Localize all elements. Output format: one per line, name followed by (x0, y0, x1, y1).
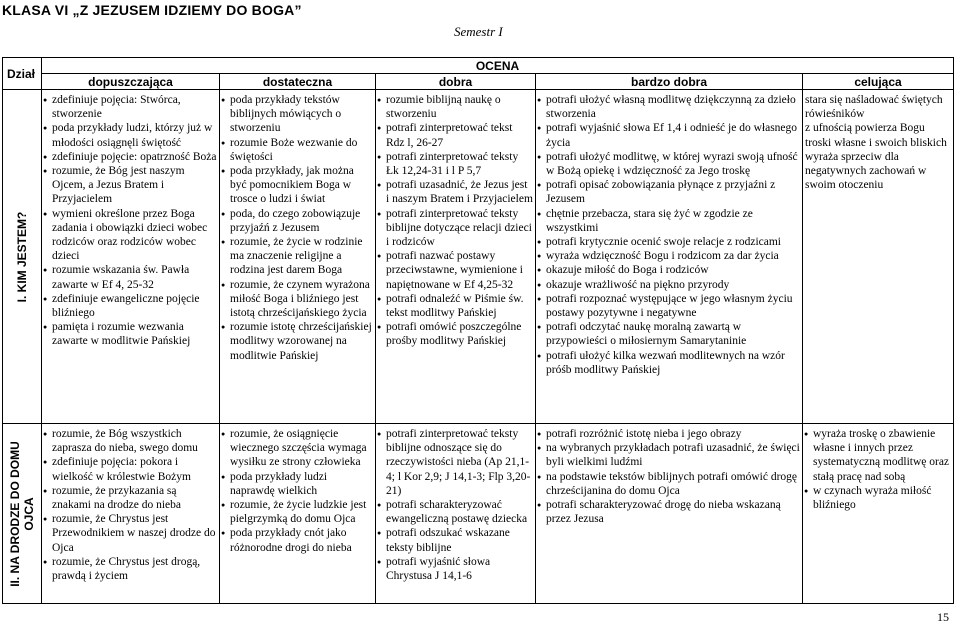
list-item: ● zdefiniuje pojęcia: pokora i wielkość w królestwie Bożym (42, 455, 217, 483)
grade-header-dopuszczajaca: dopuszczająca (42, 74, 220, 90)
list-item: ● potrafi zinterpretować teksty biblijne odnoszące się do rzeczywistości nieba (Ap 21,1-4; l Kor 2,9; J 14,1-3; Flp 3,20-21) (376, 427, 533, 498)
list-item: ● rozumie, że Chrystus jest drogą, prawdą i życiem (42, 555, 217, 583)
section-row-na-drodze (3, 424, 954, 604)
document-title: KLASA VI „Z JEZUSEM IDZIEMY DO BOGA” (2, 2, 302, 18)
requirements-cell (803, 90, 954, 424)
requirements-cell (376, 90, 536, 424)
page-number: 15 (937, 610, 949, 624)
list-item: ● potrafi odczytać naukę moralną zawartą w przypowieści o miłosiernym Samarytaninie (536, 320, 800, 348)
section-label: II. NA DRODZE DO DOMU OJCA (8, 440, 36, 587)
list-item: ● rozumie biblijną naukę o stworzeniu (376, 93, 533, 121)
list-item: ● okazuje miłość do Boga i rodziców (536, 263, 800, 277)
list-item: ● potrafi rozpoznać występujące w jego własnym życiu postawy pozytywne i negatywne (536, 292, 800, 320)
list-item: ● poda przykłady ludzi naprawdę wielkich (220, 470, 373, 498)
list-item: ● potrafi scharakteryzować ewangeliczną postawę dziecka (376, 498, 533, 526)
grade-header-bardzo-dobra: bardzo dobra (536, 74, 803, 90)
grade-header-dostateczna: dostateczna (220, 74, 376, 90)
list-item: ● potrafi scharakteryzować drogę do nieba wskazaną przez Jezusa (536, 498, 800, 526)
list-item: ● potrafi uzasadnić, że Jezus jest i naszym Bratem i Przyjacielem (376, 178, 533, 206)
list-item: ● potrafi ułożyć kilka wezwań modlitewnych na wzór próśb modlitwy Pańskiej (536, 349, 800, 377)
list-item: wyraża sprzeciw dla negatywnych zachowań w swoim otoczeniu (805, 150, 927, 192)
list-item: ● rozumie Boże wezwanie do świętości (220, 136, 373, 164)
list-item: ● rozumie istotę chrześcijańskiej modlitwy wzorowanej na modlitwie Pańskiej (220, 320, 373, 363)
list-item: ● rozumie, że życie w rodzinie ma znaczenie religijne a rodzina jest darem Boga (220, 235, 373, 278)
requirements-cell (42, 424, 220, 604)
list-item: ● potrafi rozróżnić istotę nieba i jego obrazy (536, 427, 800, 441)
list-item: ● poda, do czego zobowiązuje przyjaźń z Jezusem (220, 207, 373, 235)
list-item: ● pamięta i rozumie wezwania zawarte w modlitwie Pańskiej (42, 320, 217, 348)
list-item: ● potrafi zinterpretować tekst Rdz l, 26-27 (376, 121, 533, 149)
list-item: ● wymieni określone przez Boga zadania i obowiązki dzieci wobec rodziców oraz rodziców wobec dzieci (42, 207, 217, 264)
list-item: ● potrafi odszukać wskazane teksty biblijne (376, 526, 533, 554)
list-item: ● rozumie, że Bóg jest naszym Ojcem, a Jezus Bratem i Przyjacielem (42, 164, 217, 207)
list-item: ● potrafi opisać zobowiązania płynące z przyjaźni z Jezusem (536, 178, 800, 206)
requirements-cell (376, 424, 536, 604)
requirements-cell (220, 424, 376, 604)
list-item: ● okazuje wrażliwość na piękno przyrody (536, 278, 800, 292)
list-item: ● w czynach wyraża miłość bliźniego (803, 484, 951, 512)
semester-label: Semestr I (454, 24, 503, 39)
grading-table (2, 57, 954, 604)
list-item: ● potrafi wyjaśnić słowa Ef 1,4 i odnieść je do własnego życia (536, 121, 800, 149)
grade-header-dobra: dobra (376, 74, 536, 90)
list-item: ● zdefiniuje pojęcia: Stwórca, stworzenie (42, 93, 217, 121)
list-item: ● poda przykłady, jak można być pomocnikiem Boga w trosce o ludzi i świat (220, 164, 373, 207)
section-label-cell (3, 424, 42, 604)
list-item: ● rozumie wskazania św. Pawła zawarte w Ef 4, 25-32 (42, 263, 217, 291)
list-item: ● wyraża troskę o zbawienie własne i innych przez systematyczną modlitwę oraz stałą pracę nad sobą (803, 427, 951, 484)
list-item: ● rozumie, że Bóg wszystkich zaprasza do nieba, swego domu (42, 427, 217, 455)
list-item: z ufnością powierza Bogu troski własne i swoich bliskich (805, 122, 947, 149)
grade-header-celujaca: celująca (803, 74, 954, 90)
list-item: ● potrafi krytycznie ocenić swoje relacje z rodzicami (536, 235, 800, 249)
list-item: ● zdefiniuje ewangeliczne pojęcie bliźniego (42, 292, 217, 320)
section-label-cell (3, 90, 42, 424)
list-item: ● rozumie, że Chrystus jest Przewodnikiem w naszej drodze do Ojca (42, 512, 217, 555)
requirements-cell (803, 424, 954, 604)
requirements-cell (536, 90, 803, 424)
list-item: ● potrafi zinterpretować teksty biblijne dotyczące relacji dzieci i rodziców (376, 207, 533, 250)
requirements-cell (42, 90, 220, 424)
list-item: ● poda przykłady tekstów biblijnych mówiących o stworzeniu (220, 93, 373, 136)
list-item: ● wyraża wdzięczność Bogu i rodzicom za dar życia (536, 249, 800, 263)
list-item: ● potrafi omówić poszczególne prośby modlitwy Pańskiej (376, 320, 533, 348)
list-item: ● potrafi nazwać postawy przeciwstawne, wymienione i napiętnowane w Ef 4,25-32 (376, 249, 533, 292)
list-item: ● rozumie, że przykazania są znakami na drodze do nieba (42, 484, 217, 512)
list-item: ● rozumie, że osiągnięcie wiecznego szczęścia wymaga wysiłku ze strony człowieka (220, 427, 373, 470)
section-label: I. KIM JESTEM? (15, 211, 29, 302)
list-item: ● na podstawie tekstów biblijnych potrafi omówić drogę chrześcijanina do domu Ojca (536, 470, 800, 498)
list-item: ● rozumie, że życie ludzkie jest pielgrzymką do domu Ojca (220, 498, 373, 526)
list-item: ● potrafi ułożyć modlitwę, w której wyrazi swoją ufność w Bożą opiekę i wdzięczność za Jego troskę (536, 150, 800, 178)
ocena-header: OCENA (42, 58, 954, 74)
list-item: ● potrafi zinterpretować teksty Łk 12,24-31 i l P 5,7 (376, 150, 533, 178)
requirements-cell (220, 90, 376, 424)
list-item: ● na wybranych przykładach potrafi uzasadnić, że święci byli wielkimi ludźmi (536, 441, 800, 469)
list-item: ● potrafi odnaleźć w Piśmie św. tekst modlitwy Pańskiej (376, 292, 533, 320)
list-item: ● potrafi wyjaśnić słowa Chrystusa J 14,1-6 (376, 555, 533, 583)
list-item: ● potrafi ułożyć własną modlitwę dziękczynną za dzieło stworzenia (536, 93, 800, 121)
requirements-cell (536, 424, 803, 604)
list-item: ● poda przykłady ludzi, którzy już w młodości osiągnęli świętość (42, 121, 217, 149)
list-item: ● rozumie, że czynem wyrażona miłość Boga i bliźniego jest istotą chrześcijańskiego życia (220, 278, 373, 321)
list-item: stara się naśladować świętych rówieśników (805, 94, 943, 121)
list-item: ● zdefiniuje pojęcie: opatrzność Boża (42, 150, 217, 164)
dzial-header: Dział (3, 58, 42, 90)
list-item: ● poda przykłady cnót jako różnorodne drogi do nieba (220, 526, 373, 554)
section-row-kim-jestem (3, 90, 954, 424)
list-item: ● chętnie przebacza, stara się żyć w zgodzie ze wszystkimi (536, 207, 800, 235)
